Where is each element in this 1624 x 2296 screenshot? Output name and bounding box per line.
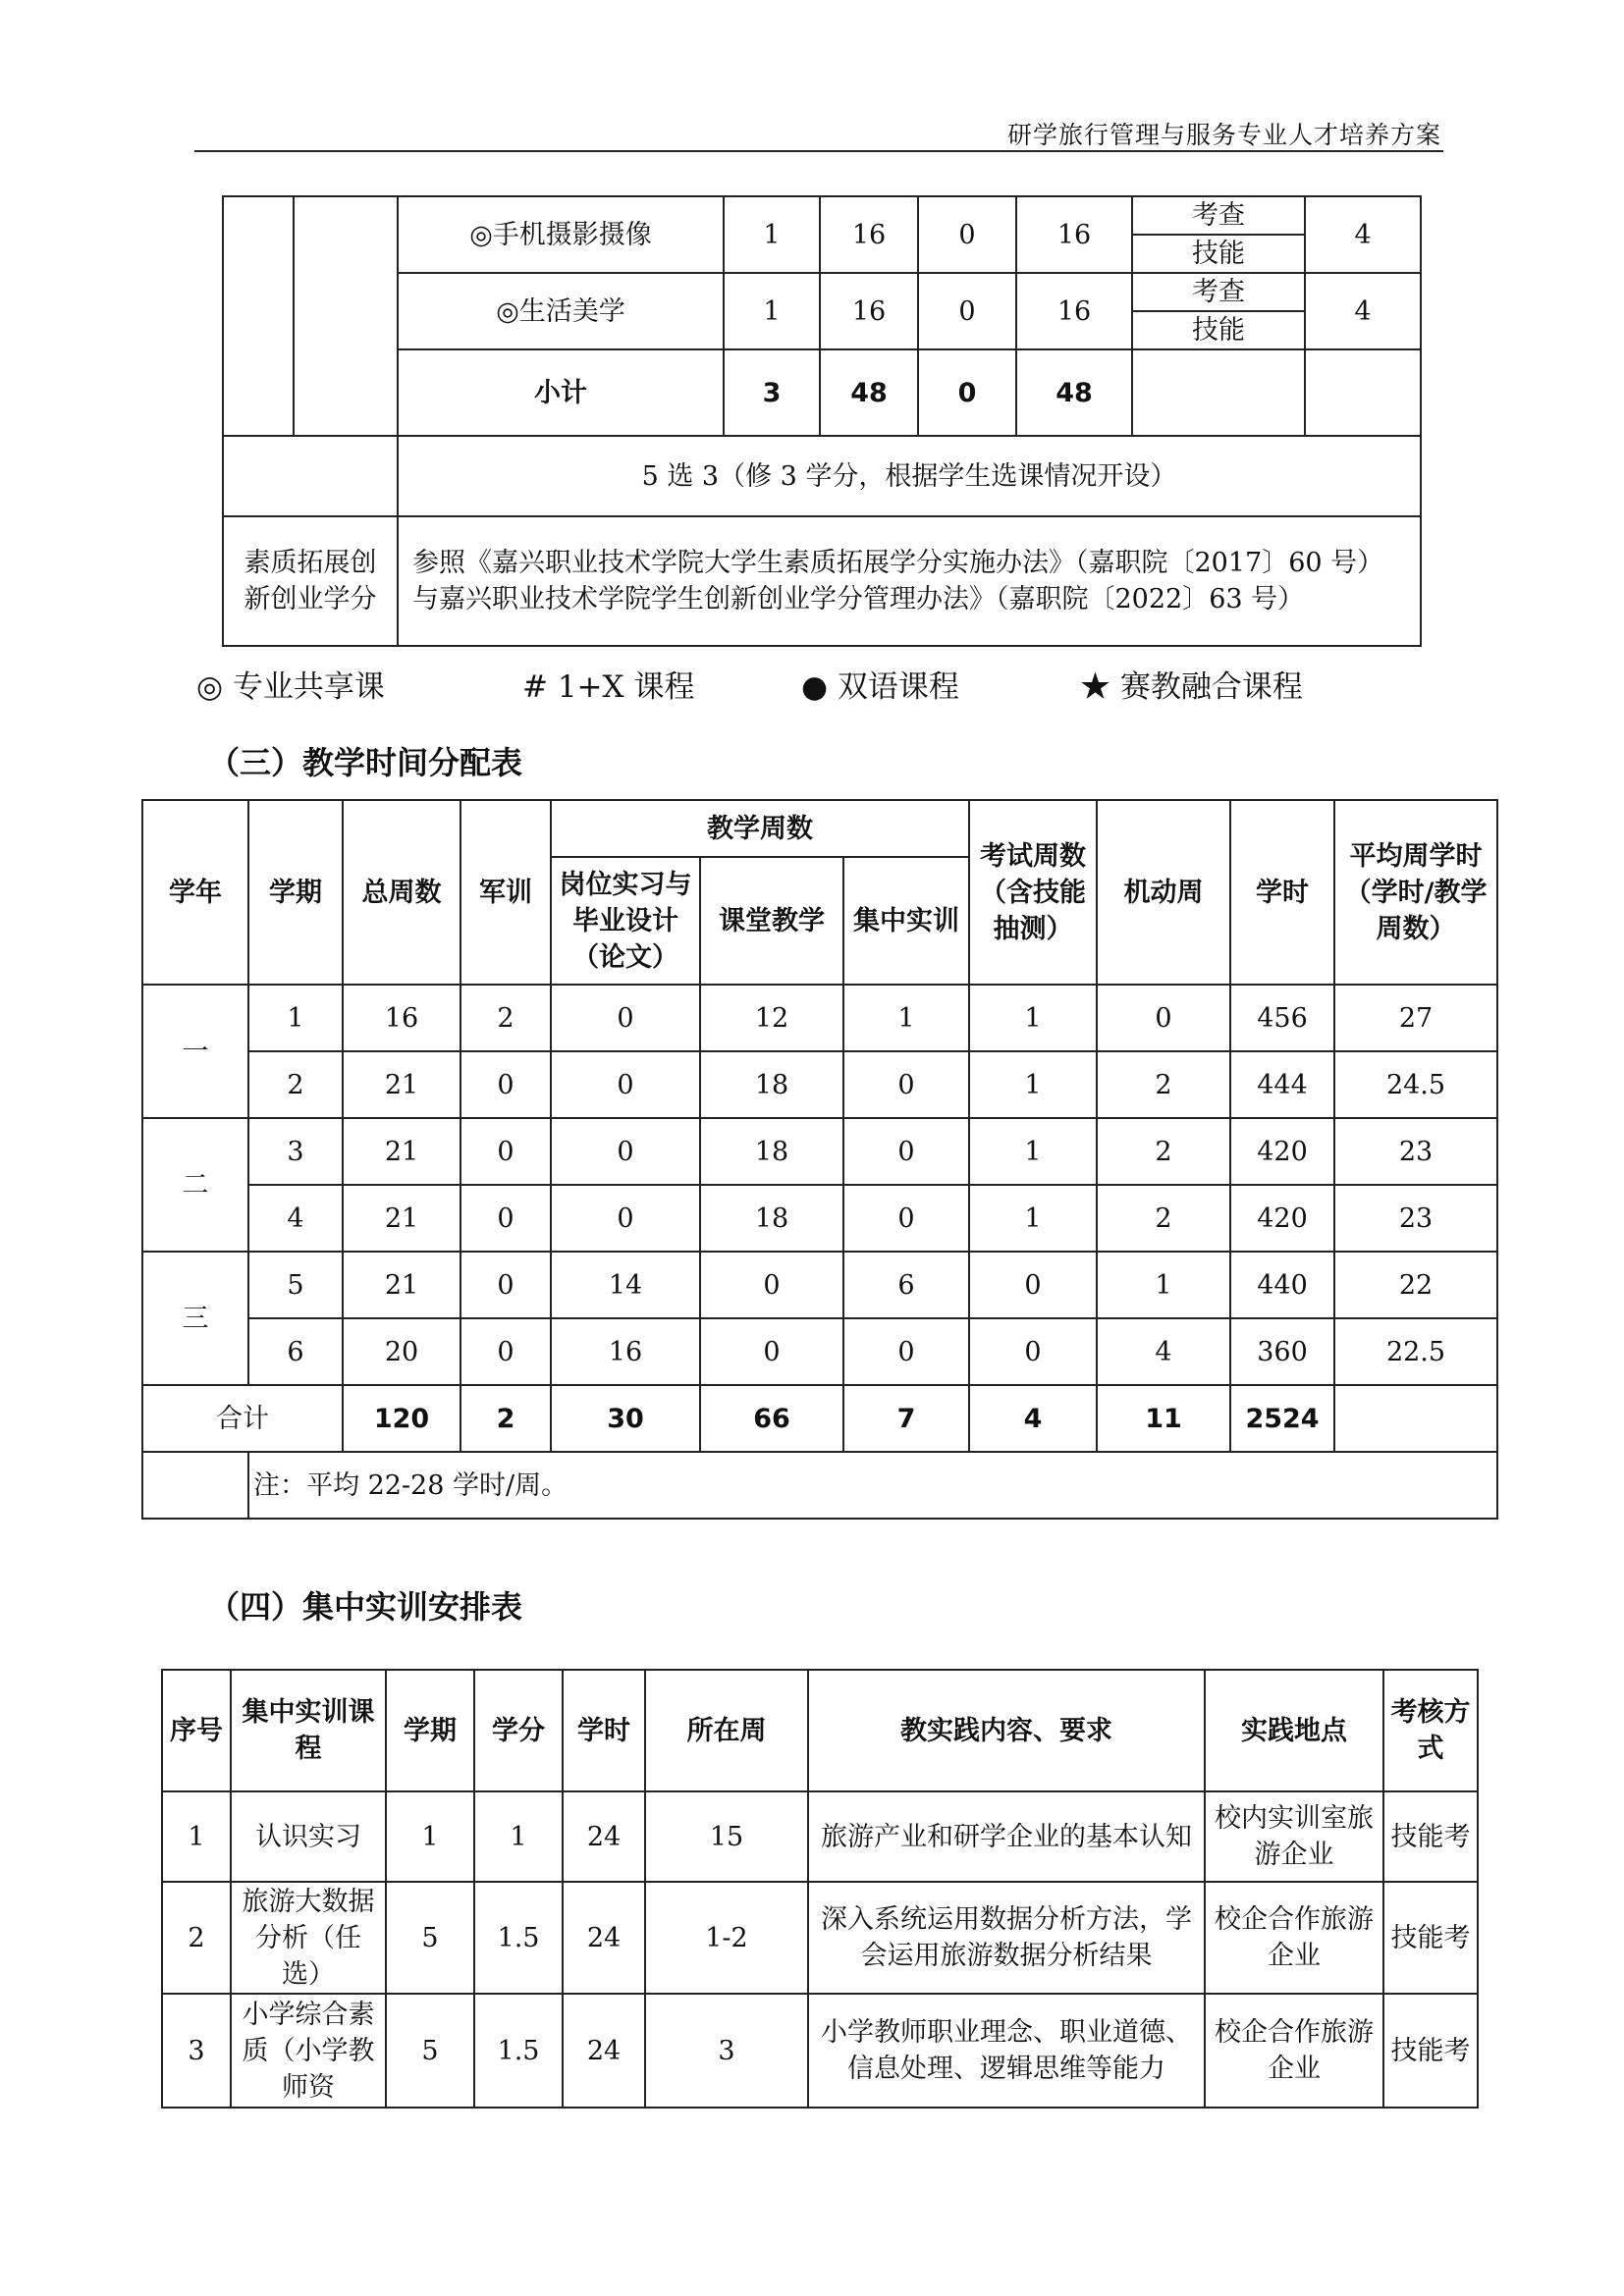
elective-blank-cell-b xyxy=(294,196,398,436)
col-exam-weeks: 考试周数（含技能抽测） xyxy=(969,800,1097,985)
week-cell: 3 xyxy=(645,1994,808,2108)
classroom-cell: 0 xyxy=(700,1252,843,1318)
term-cell: 5 xyxy=(386,1994,474,2108)
seq-no-cell: 2 xyxy=(162,1882,231,1994)
training-cell: 6 xyxy=(843,1252,969,1318)
hours-sum: 2524 xyxy=(1230,1385,1334,1452)
col-term: 学期 xyxy=(248,800,343,985)
military-cell: 0 xyxy=(460,1252,551,1318)
term-cell: 6 xyxy=(248,1318,343,1385)
term-cell: 3 xyxy=(248,1118,343,1185)
total-weeks-cell: 20 xyxy=(343,1318,460,1385)
credit-cell: 1.5 xyxy=(474,1994,563,2108)
flex-sum: 11 xyxy=(1097,1385,1230,1452)
training-cell: 0 xyxy=(843,1118,969,1185)
hours-cell: 24 xyxy=(563,1994,645,2108)
col-hours: 学时 xyxy=(563,1670,645,1791)
hours-cell: 24 xyxy=(563,1791,645,1882)
subtotal-label: 小计 xyxy=(398,349,724,436)
flex-cell: 2 xyxy=(1097,1185,1230,1252)
training-sum: 7 xyxy=(843,1385,969,1452)
col-teaching-weeks: 教学周数 xyxy=(551,800,969,857)
elective-course-name: ◎手机摄影摄像 xyxy=(398,196,724,273)
elective-total-hours: 16 xyxy=(820,196,918,273)
training-cell: 1 xyxy=(843,985,969,1051)
hours-cell: 420 xyxy=(1230,1118,1334,1185)
flex-cell: 1 xyxy=(1097,1252,1230,1318)
term-cell: 1 xyxy=(248,985,343,1051)
elective-blank-cell-a xyxy=(223,196,294,436)
term-cell: 4 xyxy=(248,1185,343,1252)
credit-cell: 1 xyxy=(474,1791,563,1882)
week-cell: 15 xyxy=(645,1791,808,1882)
legend-bilingual-course: ● 双语课程 xyxy=(801,669,959,705)
internship-cell: 14 xyxy=(551,1252,700,1318)
military-cell: 2 xyxy=(460,985,551,1051)
term-cell: 5 xyxy=(248,1252,343,1318)
exam-cell: 1 xyxy=(969,985,1097,1051)
subtotal-credit: 3 xyxy=(724,349,820,436)
avg-cell: 22 xyxy=(1334,1252,1497,1318)
year-cell: 二 xyxy=(142,1118,248,1252)
total-weeks-cell: 21 xyxy=(343,1185,460,1252)
quality-credit-text-line-1: 参照《嘉兴职业技术学院大学生素质拓展学分实施办法》（嘉职院〔2017〕60 号） xyxy=(412,548,1384,578)
internship-cell: 0 xyxy=(551,1051,700,1118)
elective-theory-hours: 0 xyxy=(918,196,1016,273)
subtotal-blank-term xyxy=(1305,349,1421,436)
flex-cell: 4 xyxy=(1097,1318,1230,1385)
elective-term: 4 xyxy=(1305,273,1421,349)
term-cell: 5 xyxy=(386,1882,474,1994)
hours-cell: 444 xyxy=(1230,1051,1334,1118)
elective-theory-hours: 0 xyxy=(918,273,1016,349)
elective-course-table xyxy=(222,195,1422,647)
exam-cell: 0 xyxy=(969,1252,1097,1318)
elective-selection-note: 5 选 3（修 3 学分，根据学生选课情况开设） xyxy=(398,436,1421,516)
internship-sum: 30 xyxy=(551,1385,700,1452)
col-training: 集中实训 xyxy=(843,857,969,985)
place-cell: 校内实训室旅游企业 xyxy=(1205,1791,1383,1882)
content-cell: 小学教师职业理念、职业道德、信息处理、逻辑思维等能力 xyxy=(808,1994,1205,2108)
seq-no-cell: 3 xyxy=(162,1994,231,2108)
col-term: 学期 xyxy=(386,1670,474,1791)
training-course-cell: 小学综合素质（小学教师资 xyxy=(231,1994,386,2108)
place-cell: 校企合作旅游企业 xyxy=(1205,1882,1383,1994)
elective-course-name: ◎生活美学 xyxy=(398,273,724,349)
col-week: 所在周 xyxy=(645,1670,808,1791)
elective-practice-hours: 16 xyxy=(1016,196,1132,273)
military-cell: 0 xyxy=(460,1118,551,1185)
quality-credit-text xyxy=(398,516,1421,646)
total-label: 合计 xyxy=(142,1385,343,1452)
section-3-title: （三）教学时间分配表 xyxy=(208,744,523,781)
classroom-sum: 66 xyxy=(700,1385,843,1452)
course-legend xyxy=(0,662,1624,705)
assess-cell: 技能考 xyxy=(1383,1994,1478,2108)
avg-sum xyxy=(1334,1385,1497,1452)
military-cell: 0 xyxy=(460,1185,551,1252)
military-cell: 0 xyxy=(460,1051,551,1118)
content-cell: 旅游产业和研学企业的基本认知 xyxy=(808,1791,1205,1882)
total-weeks-cell: 21 xyxy=(343,1118,460,1185)
elective-assess-type: 考查 xyxy=(1132,273,1305,311)
elective-total-hours: 16 xyxy=(820,273,918,349)
term-cell: 2 xyxy=(248,1051,343,1118)
time-table-note: 注：平均 22-28 学时/周。 xyxy=(248,1452,1497,1519)
elective-credit: 1 xyxy=(724,273,820,349)
subtotal-blank-assess xyxy=(1132,349,1305,436)
training-schedule-table xyxy=(161,1669,1479,2109)
avg-cell: 24.5 xyxy=(1334,1051,1497,1118)
avg-cell: 23 xyxy=(1334,1185,1497,1252)
training-cell: 0 xyxy=(843,1051,969,1118)
col-seq-no: 序号 xyxy=(162,1670,231,1791)
legend-1x-course: # 1+X 课程 xyxy=(522,669,695,705)
header-divider xyxy=(194,150,1443,152)
col-internship: 岗位实习与毕业设计（论文） xyxy=(551,857,700,985)
year-cell: 一 xyxy=(142,985,248,1118)
hours-cell: 420 xyxy=(1230,1185,1334,1252)
avg-cell: 27 xyxy=(1334,985,1497,1051)
col-military: 军训 xyxy=(460,800,551,985)
subtotal-practice-hours: 48 xyxy=(1016,349,1132,436)
subtotal-total-hours: 48 xyxy=(820,349,918,436)
elective-assess-type: 考查 xyxy=(1132,196,1305,235)
col-total-weeks: 总周数 xyxy=(343,800,460,985)
military-cell: 0 xyxy=(460,1318,551,1385)
hours-cell: 440 xyxy=(1230,1252,1334,1318)
training-course-cell: 旅游大数据分析（任选） xyxy=(231,1882,386,1994)
training-cell: 0 xyxy=(843,1185,969,1252)
content-cell: 深入系统运用数据分析方法，学会运用旅游数据分析结果 xyxy=(808,1882,1205,1994)
internship-cell: 0 xyxy=(551,1185,700,1252)
exam-cell: 1 xyxy=(969,1185,1097,1252)
elective-credit: 1 xyxy=(724,196,820,273)
hours-cell: 456 xyxy=(1230,985,1334,1051)
seq-no-cell: 1 xyxy=(162,1791,231,1882)
place-cell: 校企合作旅游企业 xyxy=(1205,1994,1383,2108)
classroom-cell: 18 xyxy=(700,1051,843,1118)
hours-cell: 24 xyxy=(563,1882,645,1994)
classroom-cell: 0 xyxy=(700,1318,843,1385)
classroom-cell: 18 xyxy=(700,1185,843,1252)
avg-cell: 22.5 xyxy=(1334,1318,1497,1385)
col-avg-weekly-hours: 平均周学时（学时/教学周数） xyxy=(1334,800,1497,985)
flex-cell: 2 xyxy=(1097,1051,1230,1118)
exam-cell: 1 xyxy=(969,1051,1097,1118)
section-4-title: （四）集中实训安排表 xyxy=(208,1588,523,1626)
col-hours: 学时 xyxy=(1230,800,1334,985)
total-weeks-cell: 21 xyxy=(343,1051,460,1118)
quality-credit-label: 素质拓展创新创业学分 xyxy=(223,516,398,646)
quality-credit-text-line-2: 与嘉兴职业技术学院学生创新创业学分管理办法》（嘉职院〔2022〕63 号） xyxy=(412,584,1305,614)
elective-blank-merge xyxy=(223,436,398,516)
col-content: 教实践内容、要求 xyxy=(808,1670,1205,1791)
internship-cell: 0 xyxy=(551,1118,700,1185)
classroom-cell: 18 xyxy=(700,1118,843,1185)
subtotal-theory-hours: 0 xyxy=(918,349,1016,436)
term-cell: 1 xyxy=(386,1791,474,1882)
classroom-cell: 12 xyxy=(700,985,843,1051)
col-year: 学年 xyxy=(142,800,248,985)
note-blank-cell xyxy=(142,1452,248,1519)
legend-shared-course: ◎ 专业共享课 xyxy=(196,669,385,705)
total-weeks-sum: 120 xyxy=(343,1385,460,1452)
elective-practice-hours: 16 xyxy=(1016,273,1132,349)
elective-assess-method: 技能 xyxy=(1132,235,1305,273)
col-credit: 学分 xyxy=(474,1670,563,1791)
elective-term: 4 xyxy=(1305,196,1421,273)
total-weeks-cell: 16 xyxy=(343,985,460,1051)
document-header-title: 研学旅行管理与服务专业人才培养方案 xyxy=(1006,121,1441,149)
exam-cell: 1 xyxy=(969,1118,1097,1185)
military-sum: 2 xyxy=(460,1385,551,1452)
col-place: 实践地点 xyxy=(1205,1670,1383,1791)
exam-sum: 4 xyxy=(969,1385,1097,1452)
total-weeks-cell: 21 xyxy=(343,1252,460,1318)
internship-cell: 16 xyxy=(551,1318,700,1385)
internship-cell: 0 xyxy=(551,985,700,1051)
credit-cell: 1.5 xyxy=(474,1882,563,1994)
avg-cell: 23 xyxy=(1334,1118,1497,1185)
assess-cell: 技能考 xyxy=(1383,1882,1478,1994)
flex-cell: 2 xyxy=(1097,1118,1230,1185)
flex-cell: 0 xyxy=(1097,985,1230,1051)
legend-contest-course: ★ 赛教融合课程 xyxy=(1080,669,1303,705)
training-cell: 0 xyxy=(843,1318,969,1385)
exam-cell: 0 xyxy=(969,1318,1097,1385)
assess-cell: 技能考 xyxy=(1383,1791,1478,1882)
col-classroom: 课堂教学 xyxy=(700,857,843,985)
elective-assess-method: 技能 xyxy=(1132,311,1305,349)
col-assess: 考核方式 xyxy=(1383,1670,1478,1791)
teaching-time-table xyxy=(141,799,1498,1520)
hours-cell: 360 xyxy=(1230,1318,1334,1385)
year-cell: 三 xyxy=(142,1252,248,1385)
col-training-course: 集中实训课程 xyxy=(231,1670,386,1791)
training-course-cell: 认识实习 xyxy=(231,1791,386,1882)
col-flex-weeks: 机动周 xyxy=(1097,800,1230,985)
week-cell: 1-2 xyxy=(645,1882,808,1994)
